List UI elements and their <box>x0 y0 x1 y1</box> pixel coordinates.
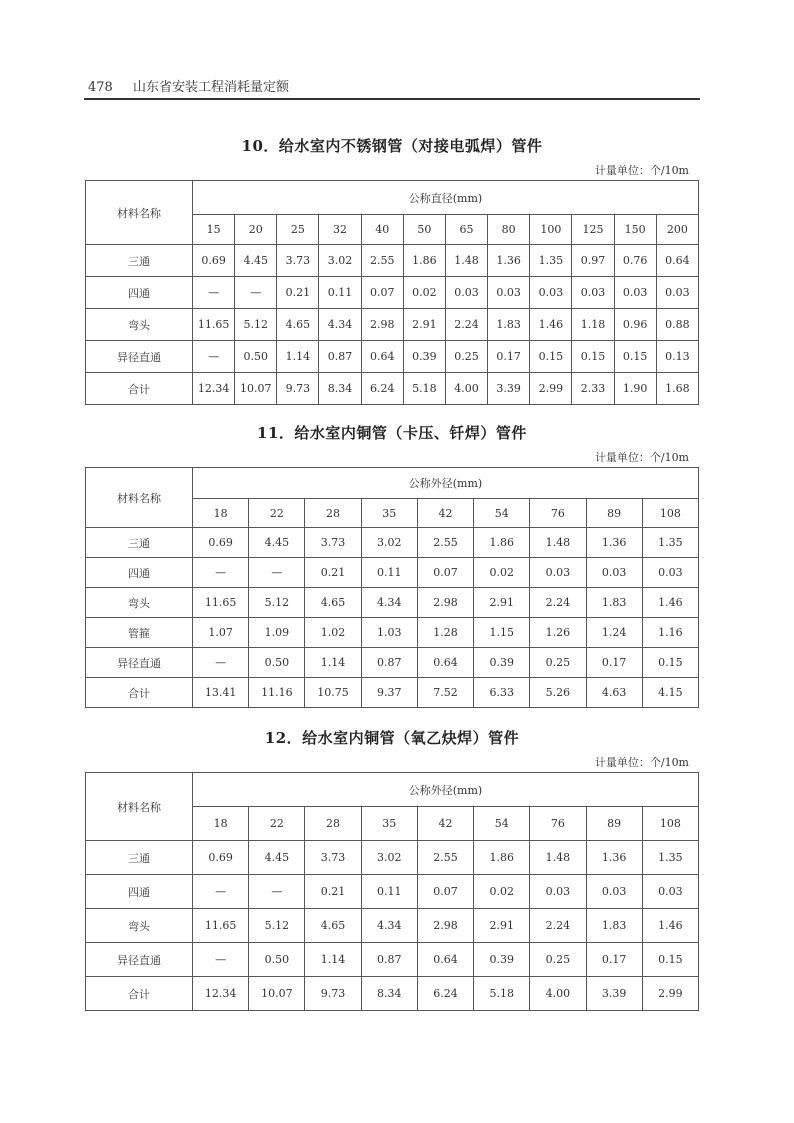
table-cell: 0.87 <box>361 648 417 678</box>
column-header: 28 <box>305 807 361 841</box>
table-cell: 13.41 <box>193 678 249 708</box>
table-cell: 3.73 <box>277 245 319 277</box>
table-cell: 6.33 <box>474 678 530 708</box>
table-row <box>86 841 699 875</box>
row-label: 弯头 <box>86 909 193 943</box>
table-cell: 0.15 <box>572 341 614 373</box>
column-header: 35 <box>361 807 417 841</box>
table-cell: 0.11 <box>319 277 361 309</box>
quota-table-12 <box>85 772 699 1011</box>
table-row <box>86 528 699 558</box>
book-title: 山东省安装工程消耗量定额 <box>132 80 289 95</box>
unit-label: 计量单位：个/10m <box>594 756 689 769</box>
table-cell: 4.45 <box>249 528 305 558</box>
column-header: 108 <box>642 499 698 528</box>
table-cell: 0.64 <box>417 648 473 678</box>
table-cell: 0.15 <box>614 341 656 373</box>
column-header: 22 <box>249 499 305 528</box>
column-header: 42 <box>417 807 473 841</box>
corner-header: 材料名称 <box>86 468 193 528</box>
table-cell: 0.69 <box>193 245 235 277</box>
table-cell: 0.39 <box>474 943 530 977</box>
row-label: 四通 <box>86 558 193 588</box>
table-row <box>86 309 699 341</box>
table-cell: 4.00 <box>445 373 487 405</box>
table-cell: 2.98 <box>417 909 473 943</box>
table-cell: 8.34 <box>361 977 417 1011</box>
table-row <box>86 558 699 588</box>
unit-label: 计量单位：个/10m <box>594 164 689 177</box>
table-cell: 3.73 <box>305 841 361 875</box>
table-cell: 0.03 <box>656 277 698 309</box>
table-row <box>86 875 699 909</box>
table-cell: 0.02 <box>474 558 530 588</box>
column-header: 40 <box>361 215 403 245</box>
table-cell: 4.65 <box>277 309 319 341</box>
table-cell: 1.15 <box>474 618 530 648</box>
table-cell: 1.14 <box>305 648 361 678</box>
table-cell: 0.25 <box>530 648 586 678</box>
column-header: 125 <box>572 215 614 245</box>
table-cell: 2.55 <box>417 528 473 558</box>
table-row <box>86 909 699 943</box>
row-label: 四通 <box>86 277 193 309</box>
column-header: 65 <box>445 215 487 245</box>
table-cell: 1.36 <box>586 841 642 875</box>
table-cell: 6.24 <box>417 977 473 1011</box>
table-cell: — <box>193 875 249 909</box>
table-cell: 0.07 <box>417 558 473 588</box>
table-row <box>86 341 699 373</box>
table-cell: 1.83 <box>488 309 530 341</box>
table-cell: 0.64 <box>656 245 698 277</box>
table-cell: 0.39 <box>474 648 530 678</box>
table-cell: 0.03 <box>488 277 530 309</box>
table-cell: 12.34 <box>193 977 249 1011</box>
table-cell: 3.02 <box>319 245 361 277</box>
table-cell: 11.65 <box>193 309 235 341</box>
running-header <box>88 76 700 95</box>
table-cell: 1.48 <box>445 245 487 277</box>
table-cell: 0.11 <box>361 558 417 588</box>
column-header: 80 <box>488 215 530 245</box>
table-cell: — <box>193 341 235 373</box>
table-cell: 2.55 <box>417 841 473 875</box>
table-row <box>86 977 699 1011</box>
table-cell: 4.34 <box>361 588 417 618</box>
corner-header: 材料名称 <box>86 773 193 841</box>
table-cell: 1.03 <box>361 618 417 648</box>
table-cell: 1.18 <box>572 309 614 341</box>
table-cell: 0.88 <box>656 309 698 341</box>
table-cell: 0.15 <box>642 648 698 678</box>
table-cell: 0.03 <box>642 558 698 588</box>
table-cell: 0.03 <box>530 875 586 909</box>
table-cell: 0.13 <box>656 341 698 373</box>
column-header: 89 <box>586 499 642 528</box>
table-cell: 12.34 <box>193 373 235 405</box>
table-row <box>86 588 699 618</box>
table-cell: 5.12 <box>249 909 305 943</box>
column-header: 15 <box>193 215 235 245</box>
table-row <box>86 678 699 708</box>
table-cell: 1.48 <box>530 841 586 875</box>
table-cell: 1.07 <box>193 618 249 648</box>
table-cell: 1.86 <box>403 245 445 277</box>
row-label: 弯头 <box>86 588 193 618</box>
table-cell: 1.09 <box>249 618 305 648</box>
row-label: 三通 <box>86 841 193 875</box>
table-cell: — <box>193 648 249 678</box>
column-header: 32 <box>319 215 361 245</box>
table-cell: 1.48 <box>530 528 586 558</box>
group-header: 公称外径(mm) <box>193 773 699 807</box>
table-row <box>86 618 699 648</box>
section-11 <box>85 422 699 708</box>
table-cell: 0.39 <box>403 341 445 373</box>
table-cell: 1.14 <box>277 341 319 373</box>
page-number: 478 <box>88 80 113 95</box>
row-label: 三通 <box>86 528 193 558</box>
table-cell: — <box>193 277 235 309</box>
table-cell: 0.64 <box>417 943 473 977</box>
table-cell: 0.97 <box>572 245 614 277</box>
column-header: 28 <box>305 499 361 528</box>
table-cell: 0.07 <box>417 875 473 909</box>
table-cell: 1.46 <box>642 909 698 943</box>
table-cell: 9.73 <box>277 373 319 405</box>
row-label: 三通 <box>86 245 193 277</box>
table-cell: 0.25 <box>530 943 586 977</box>
table-cell: 2.98 <box>417 588 473 618</box>
table-cell: 0.21 <box>305 875 361 909</box>
table-cell: 8.34 <box>319 373 361 405</box>
table-cell: — <box>235 277 277 309</box>
table-cell: 2.91 <box>474 588 530 618</box>
table-cell: 0.03 <box>572 277 614 309</box>
table-cell: 11.65 <box>193 909 249 943</box>
table-cell: 0.21 <box>277 277 319 309</box>
table-cell: 0.69 <box>193 841 249 875</box>
table-cell: — <box>193 558 249 588</box>
column-header: 54 <box>474 807 530 841</box>
section-12 <box>85 727 699 1011</box>
table-cell: 0.17 <box>488 341 530 373</box>
section-10 <box>85 135 699 405</box>
column-header: 76 <box>530 807 586 841</box>
row-label: 合计 <box>86 678 193 708</box>
table-cell: 1.02 <box>305 618 361 648</box>
table-cell: 2.99 <box>530 373 572 405</box>
table-cell: 2.99 <box>642 977 698 1011</box>
table-cell: 1.26 <box>530 618 586 648</box>
group-header: 公称直径(mm) <box>193 181 699 215</box>
table-cell: 0.76 <box>614 245 656 277</box>
table-cell: 0.69 <box>193 528 249 558</box>
column-header: 89 <box>586 807 642 841</box>
table-cell: 0.87 <box>319 341 361 373</box>
table-cell: 1.83 <box>586 909 642 943</box>
table-cell: 10.07 <box>235 373 277 405</box>
table-cell: 0.07 <box>361 277 403 309</box>
table-cell: 0.02 <box>403 277 445 309</box>
table-cell: 0.15 <box>530 341 572 373</box>
column-header: 25 <box>277 215 319 245</box>
table-cell: 0.50 <box>249 943 305 977</box>
table-cell: 0.17 <box>586 648 642 678</box>
table-cell: 1.16 <box>642 618 698 648</box>
row-label: 四通 <box>86 875 193 909</box>
table-cell: 1.68 <box>656 373 698 405</box>
table-cell: 0.50 <box>249 648 305 678</box>
table-cell: 0.87 <box>361 943 417 977</box>
table-cell: 2.55 <box>361 245 403 277</box>
table-cell: 5.18 <box>403 373 445 405</box>
column-header: 76 <box>530 499 586 528</box>
table-cell: 3.02 <box>361 841 417 875</box>
table-cell: 9.73 <box>305 977 361 1011</box>
table-cell: 3.02 <box>361 528 417 558</box>
table-cell: 5.26 <box>530 678 586 708</box>
table-cell: 7.52 <box>417 678 473 708</box>
table-cell: 9.37 <box>361 678 417 708</box>
row-label: 弯头 <box>86 309 193 341</box>
table-cell: 0.25 <box>445 341 487 373</box>
table-cell: 3.39 <box>488 373 530 405</box>
table-cell: 3.39 <box>586 977 642 1011</box>
table-cell: 1.46 <box>642 588 698 618</box>
table-cell: 2.33 <box>572 373 614 405</box>
column-header: 200 <box>656 215 698 245</box>
table-row <box>86 277 699 309</box>
table-cell: 0.03 <box>614 277 656 309</box>
column-header: 108 <box>642 807 698 841</box>
table-cell: 4.00 <box>530 977 586 1011</box>
quota-table-10 <box>85 180 699 405</box>
table-cell: 1.86 <box>474 528 530 558</box>
column-header: 50 <box>403 215 445 245</box>
table-cell: 0.03 <box>586 558 642 588</box>
table-cell: 4.65 <box>305 909 361 943</box>
table-cell: 0.17 <box>586 943 642 977</box>
table-cell: 4.63 <box>586 678 642 708</box>
table-cell: 1.36 <box>586 528 642 558</box>
table-cell: 0.11 <box>361 875 417 909</box>
group-header: 公称外径(mm) <box>193 468 699 499</box>
table-title: 10．给水室内不锈钢管（对接电弧焊）管件 <box>241 137 543 155</box>
table-cell: 10.75 <box>305 678 361 708</box>
row-label: 管箍 <box>86 618 193 648</box>
table-cell: 4.65 <box>305 588 361 618</box>
table-cell: 4.45 <box>249 841 305 875</box>
table-row <box>86 943 699 977</box>
table-cell: — <box>249 558 305 588</box>
table-cell: 2.91 <box>474 909 530 943</box>
table-row <box>86 245 699 277</box>
table-cell: 0.03 <box>530 277 572 309</box>
table-cell: 4.15 <box>642 678 698 708</box>
table-cell: 2.24 <box>445 309 487 341</box>
table-cell: 0.02 <box>474 875 530 909</box>
column-header: 22 <box>249 807 305 841</box>
table-cell: 4.34 <box>361 909 417 943</box>
table-cell: 3.73 <box>305 528 361 558</box>
column-header: 100 <box>530 215 572 245</box>
table-cell: 1.36 <box>488 245 530 277</box>
column-header: 18 <box>193 807 249 841</box>
table-cell: 11.16 <box>249 678 305 708</box>
table-cell: 5.18 <box>474 977 530 1011</box>
column-header: 42 <box>417 499 473 528</box>
table-cell: 0.03 <box>445 277 487 309</box>
column-header: 35 <box>361 499 417 528</box>
quota-table-11 <box>85 467 699 708</box>
table-cell: 2.98 <box>361 309 403 341</box>
table-cell: 4.45 <box>235 245 277 277</box>
table-title: 12．给水室内铜管（氧乙炔焊）管件 <box>264 729 520 747</box>
table-cell: 11.65 <box>193 588 249 618</box>
row-label: 合计 <box>86 373 193 405</box>
table-cell: 1.35 <box>642 528 698 558</box>
table-row <box>86 648 699 678</box>
column-header: 18 <box>193 499 249 528</box>
table-cell: 1.14 <box>305 943 361 977</box>
table-cell: 2.24 <box>530 588 586 618</box>
table-cell: 0.21 <box>305 558 361 588</box>
row-label: 异径直通 <box>86 943 193 977</box>
table-cell: 1.46 <box>530 309 572 341</box>
column-header: 150 <box>614 215 656 245</box>
table-cell: 2.24 <box>530 909 586 943</box>
corner-header: 材料名称 <box>86 181 193 245</box>
table-cell: — <box>193 943 249 977</box>
row-label: 异径直通 <box>86 341 193 373</box>
column-header: 54 <box>474 499 530 528</box>
table-cell: 1.35 <box>642 841 698 875</box>
table-cell: 0.03 <box>586 875 642 909</box>
table-cell: 1.28 <box>417 618 473 648</box>
table-row <box>86 373 699 405</box>
table-cell: 6.24 <box>361 373 403 405</box>
table-cell: 1.90 <box>614 373 656 405</box>
row-label: 合计 <box>86 977 193 1011</box>
table-cell: — <box>249 875 305 909</box>
row-label: 异径直通 <box>86 648 193 678</box>
table-cell: 1.35 <box>530 245 572 277</box>
table-cell: 1.24 <box>586 618 642 648</box>
table-cell: 0.50 <box>235 341 277 373</box>
column-header: 20 <box>235 215 277 245</box>
table-cell: 0.15 <box>642 943 698 977</box>
table-title: 11．给水室内铜管（卡压、钎焊）管件 <box>257 424 527 442</box>
table-cell: 0.96 <box>614 309 656 341</box>
table-cell: 5.12 <box>249 588 305 618</box>
table-cell: 1.83 <box>586 588 642 618</box>
table-cell: 2.91 <box>403 309 445 341</box>
table-cell: 10.07 <box>249 977 305 1011</box>
table-cell: 5.12 <box>235 309 277 341</box>
table-cell: 0.03 <box>642 875 698 909</box>
unit-label: 计量单位：个/10m <box>594 451 689 464</box>
header-rule <box>84 98 700 100</box>
table-cell: 4.34 <box>319 309 361 341</box>
table-cell: 0.03 <box>530 558 586 588</box>
table-cell: 0.64 <box>361 341 403 373</box>
table-cell: 1.86 <box>474 841 530 875</box>
